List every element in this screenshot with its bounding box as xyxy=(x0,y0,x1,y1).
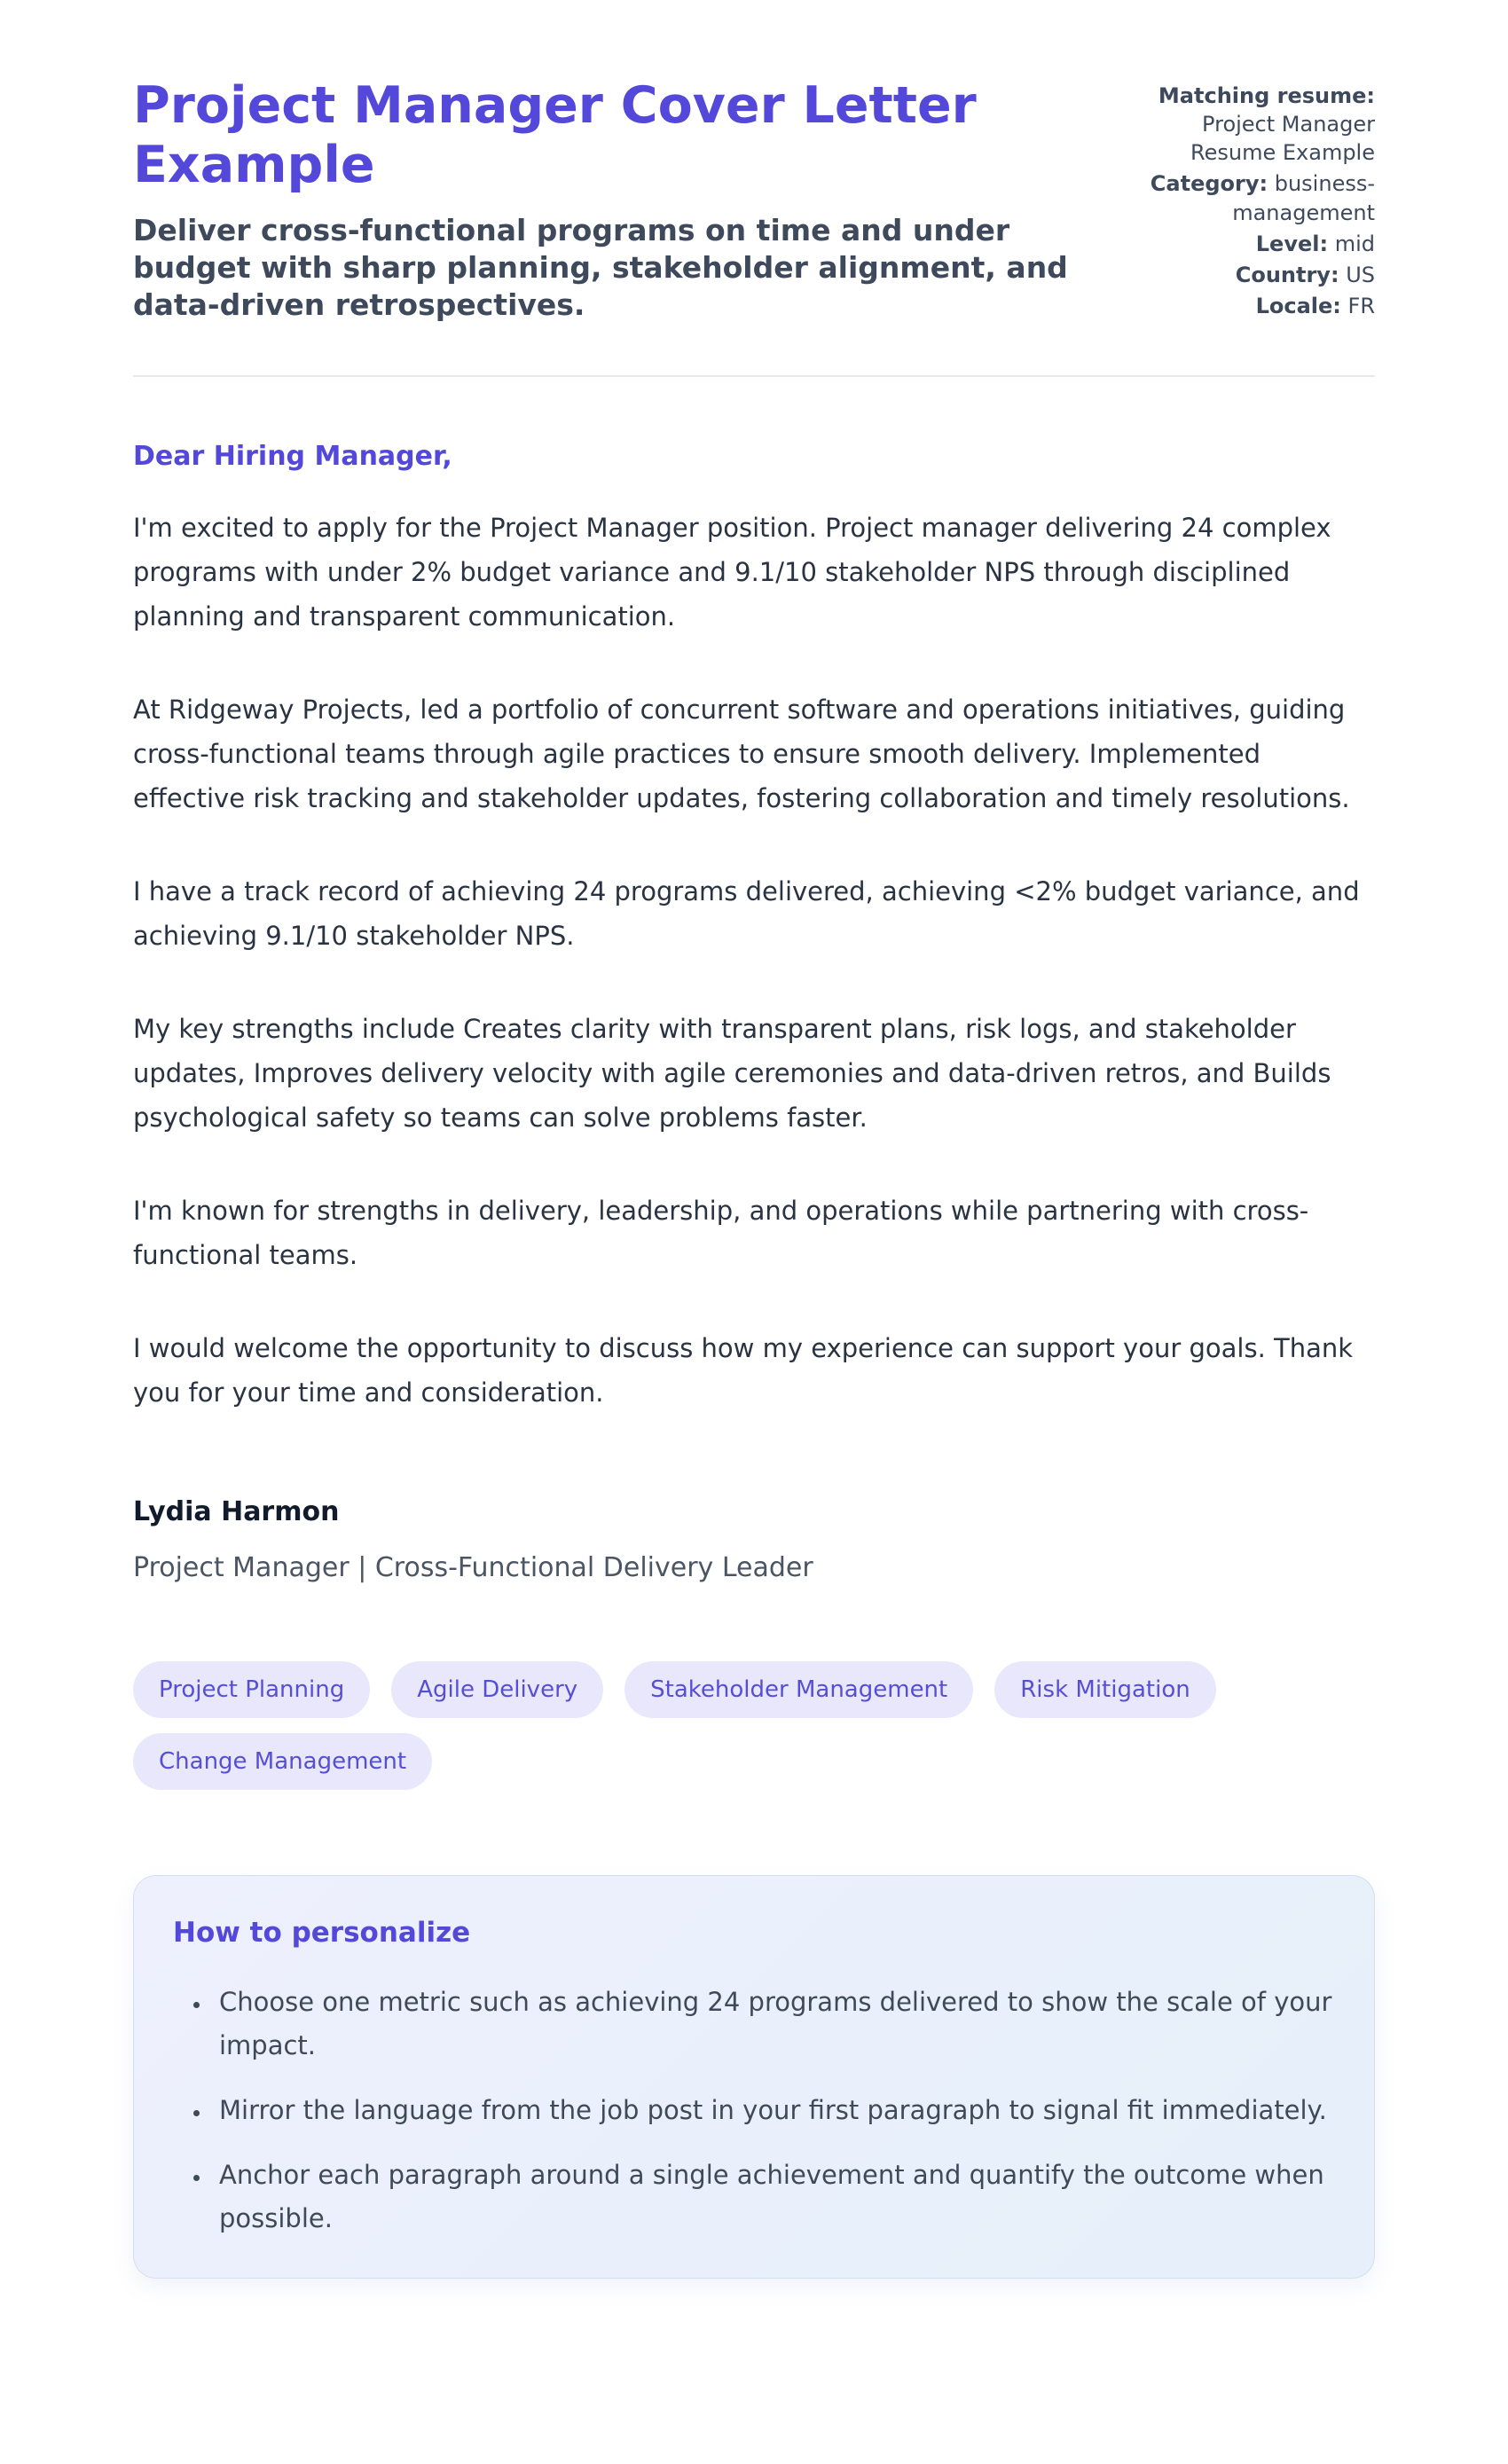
resume-meta-panel xyxy=(1149,76,1375,324)
meta-value: FR xyxy=(1347,294,1375,319)
meta-label: Category: xyxy=(1150,171,1268,197)
tag-chip-project-planning[interactable]: Project Planning xyxy=(133,1661,370,1718)
meta-label: Country: xyxy=(1235,262,1339,287)
meta-row-category xyxy=(1149,169,1375,226)
meta-row-level xyxy=(1149,230,1375,258)
personalize-card xyxy=(133,1875,1375,2279)
personalize-bullet: • Anchor each paragraph around a single achievement and quantify the outcome when possible. xyxy=(212,2154,1335,2240)
page-title: Project Manager Cover Letter Example xyxy=(133,76,977,194)
letter-greeting: Dear Hiring Manager, xyxy=(133,441,452,473)
letter-paragraph: I would welcome the opportunity to discuss how my experience can support your goals. Thank you for your time and consideration. xyxy=(133,1333,1354,1409)
letter-body xyxy=(133,377,1375,1583)
cover-letter-page xyxy=(133,0,1375,2358)
letter-paragraph: My key strengths include Creates clarity with transparent plans, risk logs, and stakeholder updates, Improves delivery velocity with agile ceremonies and data-driven retros, and Builds psychological safety so teams can solve problems faster. xyxy=(133,1014,1331,1134)
meta-label: Matching resume: xyxy=(1158,83,1375,108)
letter-paragraph: At Ridgeway Projects, led a portfolio of concurrent software and operations initiatives, guiding cross-functional teams through agile practices to ensure smooth delivery. Implemented effective risk tracking and stakeholder updates, fostering collaboration and timely resolutions. xyxy=(133,694,1350,814)
letter-paragraph: I have a track record of achieving 24 programs delivered, achieving <2% budget variance, and achieving 9.1/10 stakeholder NPS. xyxy=(133,876,1360,952)
personalize-bullet: • Choose one metric such as achieving 24 programs delivered to show the scale of your impact. xyxy=(212,1981,1335,2068)
signature-block xyxy=(133,1496,1375,1583)
meta-label: Level: xyxy=(1255,231,1329,256)
header-title-block xyxy=(133,76,1113,324)
meta-value: Project Manager Resume Example xyxy=(1190,112,1375,166)
personalize-list xyxy=(173,1981,1335,2240)
tag-chip-stakeholder-management[interactable]: Stakeholder Management xyxy=(624,1661,973,1718)
meta-value: business-management xyxy=(1232,171,1375,225)
signature-role: Project Manager | Cross-Functional Delivery Leader xyxy=(133,1552,813,1584)
skill-tags xyxy=(133,1661,1375,1790)
meta-label: Locale: xyxy=(1255,294,1341,319)
personalize-heading: How to personalize xyxy=(173,1917,471,1950)
letter-paragraph: I'm excited to apply for the Project Manager position. Project manager delivering 24 complex programs with under 2% budget variance and 9.1/10 stakeholder NPS through disciplined planning and transparent communication. xyxy=(133,513,1331,632)
meta-value: mid xyxy=(1334,231,1375,256)
page-subtitle: Deliver cross-functional programs on time and under budget with sharp planning, stakeholder alignment, and data-driven retrospectives. xyxy=(133,213,1068,323)
meta-row-locale xyxy=(1149,292,1375,320)
letter-paragraph: I'm known for strengths in delivery, leadership, and operations while partnering with cross-functional teams. xyxy=(133,1196,1309,1271)
tag-chip-agile-delivery[interactable]: Agile Delivery xyxy=(391,1661,603,1718)
tag-chip-change-management[interactable]: Change Management xyxy=(133,1733,432,1790)
personalize-bullet: • Mirror the language from the job post in your first paragraph to signal fit immediately. xyxy=(212,2089,1335,2132)
tag-chip-risk-mitigation[interactable]: Risk Mitigation xyxy=(994,1661,1215,1718)
signature-name: Lydia Harmon xyxy=(133,1496,340,1528)
meta-row-country xyxy=(1149,261,1375,289)
page-header xyxy=(133,76,1375,324)
meta-row-matching-resume xyxy=(1149,82,1375,167)
meta-value: US xyxy=(1346,262,1375,287)
